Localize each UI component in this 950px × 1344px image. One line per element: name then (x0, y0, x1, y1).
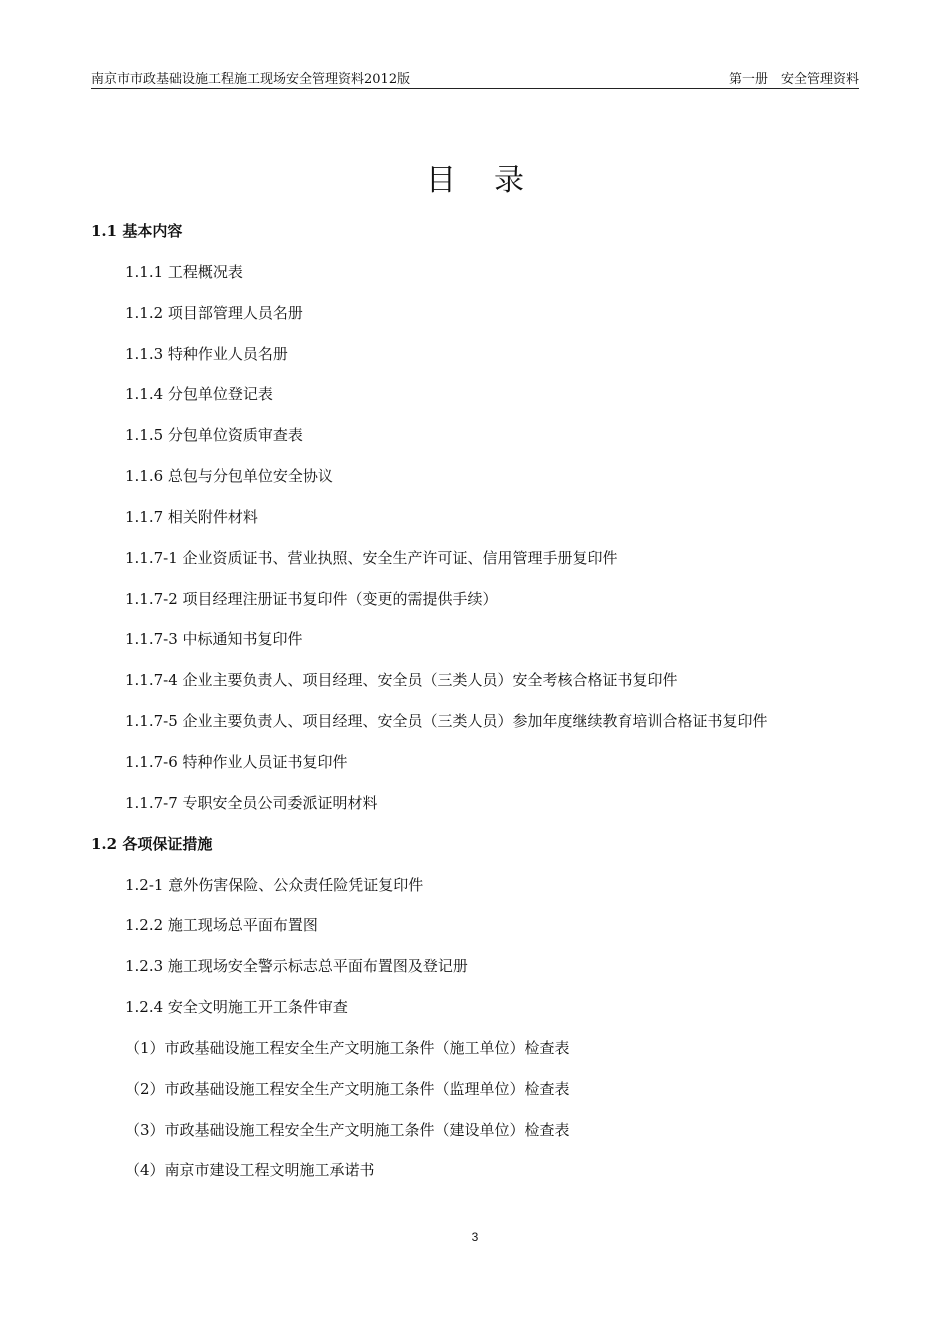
toc-entry: 1.2-1 意外伤害保险、公众责任险凭证复印件 (125, 875, 424, 894)
toc-entry: （2）市政基础设施工程安全生产文明施工条件（监理单位）检查表 (125, 1079, 570, 1098)
header-volume-label: 第一册 安全管理资料 (728, 72, 859, 87)
toc-entry: 1.2.4 安全文明施工开工条件审查 (125, 998, 348, 1017)
toc-section-heading: 1.2 各项保证措施 (91, 834, 213, 853)
toc-entry: 1.1.7-6 特种作业人员证书复印件 (125, 752, 348, 771)
toc-entry: （3）市政基础设施工程安全生产文明施工条件（建设单位）检查表 (125, 1120, 570, 1139)
toc-entry: 1.1.7-3 中标通知书复印件 (125, 630, 303, 649)
toc-entry: 1.1.7-4 企业主要负责人、项目经理、安全员（三类人员）安全考核合格证书复印件 (125, 671, 678, 690)
toc-entry: 1.2.3 施工现场安全警示标志总平面布置图及登记册 (125, 957, 468, 976)
toc-entry: 1.1.3 特种作业人员名册 (125, 344, 288, 363)
header-document-title: 南京市市政基础设施工程施工现场安全管理资料2012版 (91, 72, 411, 87)
toc-entry: 1.1.2 项目部管理人员名册 (125, 303, 303, 322)
toc-entry: 1.1.7 相关附件材料 (125, 507, 258, 526)
toc-entry: 1.1.7-7 专职安全员公司委派证明材料 (125, 793, 378, 812)
toc-entry: 1.1.7-1 企业资质证书、营业执照、安全生产许可证、信用管理手册复印件 (125, 548, 618, 567)
toc-entry: 1.1.6 总包与分包单位安全协议 (125, 467, 333, 486)
table-of-contents (91, 220, 871, 1200)
page-header (91, 66, 859, 89)
toc-entry: 1.1.7-5 企业主要负责人、项目经理、安全员（三类人员）参加年度继续教育培训合格证书复印件 (125, 712, 768, 731)
toc-entry: 1.1.1 工程概况表 (125, 262, 243, 281)
toc-entry: （1）市政基础设施工程安全生产文明施工条件（施工单位）检查表 (125, 1038, 570, 1057)
page-number: 3 (471, 1230, 479, 1244)
toc-entry: 1.1.4 分包单位登记表 (125, 385, 273, 404)
toc-section-heading: 1.1 基本内容 (91, 222, 183, 240)
toc-entry: （4）南京市建设工程文明施工承诺书 (125, 1161, 375, 1180)
toc-entry: 1.2.2 施工现场总平面布置图 (125, 916, 318, 935)
toc-entry: 1.1.5 分包单位资质审查表 (125, 426, 303, 445)
page-title: 目录 (426, 163, 562, 198)
toc-entry: 1.1.7-2 项目经理注册证书复印件（变更的需提供手续） (125, 589, 498, 608)
